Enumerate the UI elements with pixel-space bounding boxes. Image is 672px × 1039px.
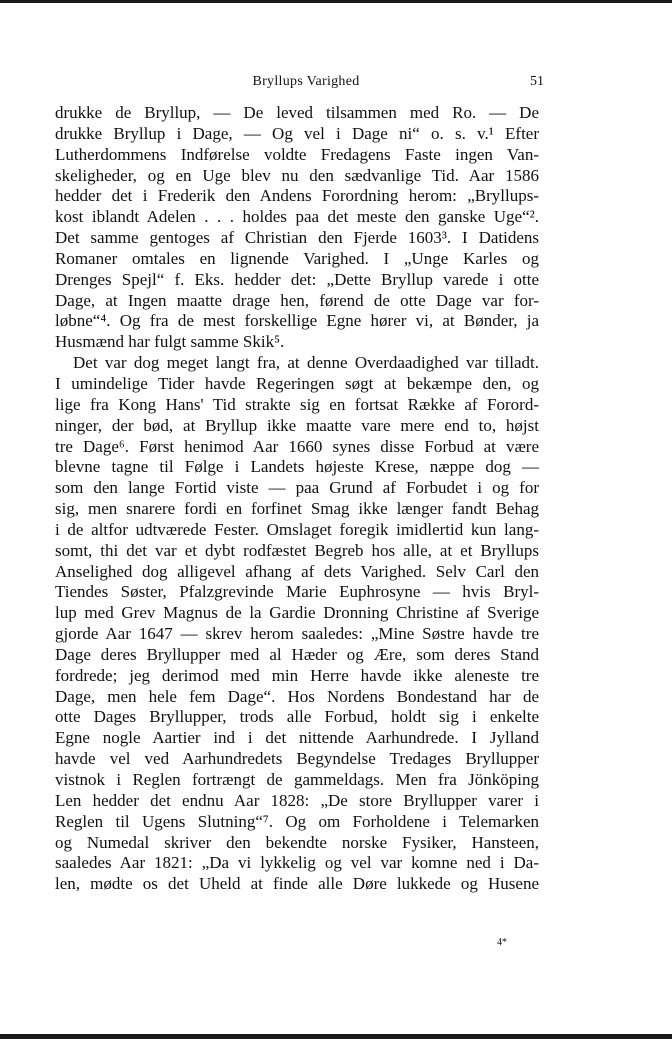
text-line: blevne tagne til Følge i Landets højeste Krese, næppe dog — — [55, 457, 539, 477]
text-line: havde vel ved Aarhundredets Begyndelse Tredages Bryllupper — [55, 749, 539, 769]
text-line: vistnok i Reglen fortrængt de gammeldags. Men fra Jönköping — [55, 770, 539, 789]
text-line: ninger, der bød, at Bryllup ikke maatte vare mere end to, højst — [55, 415, 539, 435]
text-line: Anselighed dog alligevel afhang af dets Varighed. Selv Carl den — [55, 561, 539, 581]
text-line: len, mødte os det Uheld at finde alle Døre lukkede og Husene — [55, 874, 539, 894]
text-line: Det samme gentoges af Christian den Fjerde 1603³. I Datidens — [55, 228, 539, 248]
text-line: Reglen til Ugens Slutning“⁷. Og om Forholdene i Telemarken — [55, 811, 539, 831]
text-line: løbne“⁴. Og fra de mest forskellige Egne hører vi, at Bønder, ja — [55, 311, 539, 331]
text-line: og Numedal skriver den bekendte norske Fysiker, Hansteen, — [55, 832, 539, 852]
text-line: hedder det i Frederik den Andens Forordning herom: „Bryllups- — [55, 186, 539, 206]
text-line: Romaner omtales en lignende Varighed. I „Unge Karles og — [55, 248, 539, 268]
bottom-border-rule — [0, 1034, 672, 1039]
text-line: Egne nogle Aartier ind i det nittende Aarhundrede. I Jylland — [55, 728, 539, 748]
text-line: skeligheder, og en Uge blev nu den sædvanlige Tid. Aar 1586 — [55, 165, 539, 185]
text-line: otte Dages Bryllupper, trods alle Forbud, holdt sig i enkelte — [55, 707, 539, 727]
text-line: sig, men snarere fordi en forfinet Smag ikke længer fandt Behag — [55, 499, 539, 519]
text-line: lige fra Kong Hans' Tid strakte sig en fortsat Række af Forord- — [55, 394, 539, 414]
text-line: Dage deres Bryllupper med al Hæder og Ære, som deres Stand — [55, 644, 539, 664]
text-line: som den lange Fortid viste — paa Grund af Forbudet i og for — [55, 478, 539, 498]
text-line: Len hedder det endnu Aar 1828: „De store Bryllupper varer i — [55, 790, 539, 810]
text-line: Dage, men hele fem Dage“. Hos Nordens Bondestand har de — [55, 686, 539, 706]
text-line: Tiendes Søster, Pfalzgrevinde Marie Euphrosyne — hvis Bryl- — [55, 582, 539, 602]
running-head — [0, 74, 672, 94]
text-line: Lutherdommens Indførelse voldte Fredagens Faste ingen Van- — [55, 144, 539, 164]
text-line: drukke Bryllup i Dage, — Og vel i Dage ni“ o. s. v.¹ Efter — [55, 123, 539, 143]
running-title: Bryllups Varighed — [252, 74, 360, 89]
text-line: i de altfor udtværede Fester. Omslaget foregik imidlertid kun lang- — [55, 519, 539, 539]
paragraph-first-line: Det var dog meget langt fra, at denne Overdaadighed var tilladt. — [73, 353, 539, 373]
body-text — [55, 103, 539, 895]
text-line: fordrede; jeg derimod med min Herre havde ikke aleneste tre — [55, 665, 539, 685]
text-line: lup med Grev Magnus de la Gardie Dronning Christine af Sverige — [55, 603, 539, 623]
text-line: tre Dage⁶. Først henimod Aar 1660 synes disse Forbud at være — [55, 436, 539, 456]
text-line: Husmænd har fulgt samme Skik⁵. — [55, 332, 285, 352]
text-line: Dage, at Ingen maatte drage hen, førend de otte Dage var for- — [55, 290, 539, 310]
text-line: Drenges Spejl“ f. Eks. hedder det: „Dette Bryllup varede i otte — [55, 269, 539, 289]
text-line: somt, thi det var et dybt rodfæstet Begreb hos alle, at et Bryllups — [55, 540, 539, 560]
text-line: I umindelige Tider havde Regeringen søgt at bekæmpe den, og — [55, 373, 539, 393]
text-line: saaledes Aar 1821: „Da vi lykkelig og vel var komne ned i Da- — [55, 853, 539, 873]
text-line: drukke de Bryllup, — De leved tilsammen med Ro. — De — [55, 103, 539, 122]
text-line: kost iblandt Adelen . . . holdes paa det meste den ganske Uge“². — [55, 207, 539, 227]
signature-mark: 4* — [497, 937, 507, 948]
top-border-rule — [0, 0, 672, 3]
text-line: gjorde Aar 1647 — skrev herom saaledes: „Mine Søstre havde tre — [55, 624, 539, 644]
page-number: 51 — [530, 74, 544, 89]
